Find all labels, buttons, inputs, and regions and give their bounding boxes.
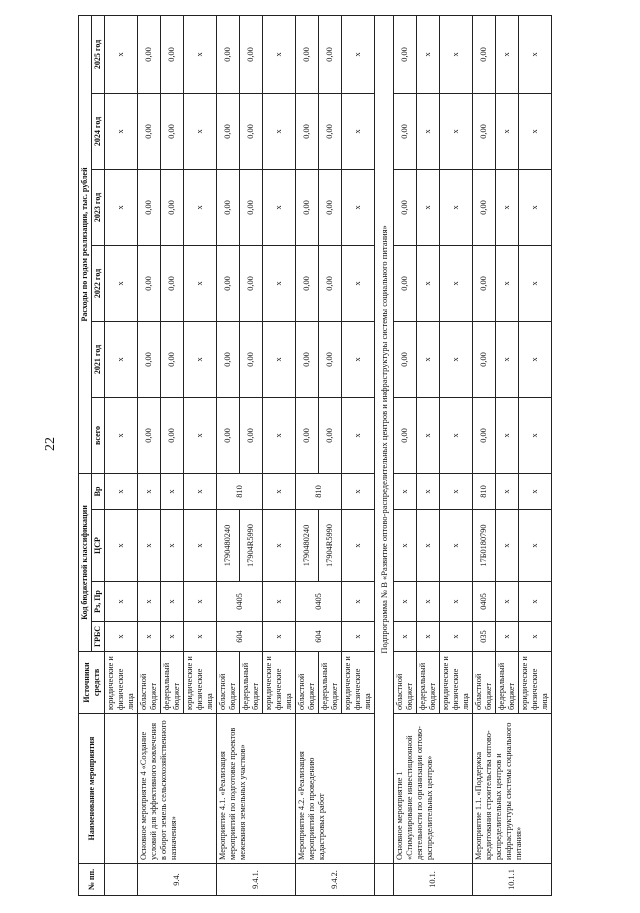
source-cell: юридические и физические лица (184, 652, 217, 714)
vr-cell: х (342, 473, 375, 509)
source-cell: юридические и физические лица (519, 652, 552, 714)
value-cell: 0,00 (161, 169, 184, 245)
col-csr: ЦСР (92, 510, 105, 582)
value-cell: х (263, 321, 296, 397)
value-cell: 0,00 (319, 93, 342, 169)
value-cell: 0,00 (138, 169, 161, 245)
value-cell: 0,00 (217, 93, 240, 169)
csr-cell: х (496, 510, 519, 582)
value-cell: х (440, 245, 473, 321)
value-cell: 0,00 (217, 245, 240, 321)
value-cell: х (184, 169, 217, 245)
grbs-cell: х (519, 622, 552, 652)
csr-cell: х (263, 510, 296, 582)
vr-cell: х (161, 473, 184, 509)
csr-cell: 17Б0180790 (473, 510, 496, 582)
col-2024: 2024 год (92, 93, 105, 169)
value-cell: 0,00 (319, 245, 342, 321)
value-cell: х (417, 169, 440, 245)
rzpr-cell: х (138, 582, 161, 622)
value-cell: х (105, 397, 138, 473)
csr-cell: х (342, 510, 375, 582)
value-cell: 0,00 (240, 169, 263, 245)
value-cell: х (496, 245, 519, 321)
value-cell: х (440, 169, 473, 245)
col-2022: 2022 год (92, 245, 105, 321)
grbs-cell: х (263, 622, 296, 652)
source-cell: юридические и физические лица (105, 652, 138, 714)
value-cell: 0,00 (138, 15, 161, 93)
grbs-cell: х (105, 622, 138, 652)
col-2023: 2023 год (92, 169, 105, 245)
event-name: Мероприятие 1.1. «Поддержка кредитования строительства оптово-распределительных центров и инфраструктуры системы социального питания» (473, 714, 552, 864)
table-row (217, 15, 240, 895)
source-cell: федеральный бюджет (240, 652, 263, 714)
grbs-cell: х (342, 622, 375, 652)
csr-cell: 17904R5990 (240, 510, 263, 582)
value-cell: 0,00 (240, 93, 263, 169)
csr-cell: 1790480240 (217, 510, 240, 582)
rzpr-cell: 0405 (296, 582, 342, 622)
rzpr-cell: 0405 (217, 582, 263, 622)
source-cell: областной бюджет (296, 652, 319, 714)
value-cell: х (105, 245, 138, 321)
value-cell: 0,00 (138, 245, 161, 321)
value-cell: 0,00 (240, 397, 263, 473)
table-row (473, 15, 496, 895)
vr-cell: 810 (473, 473, 496, 509)
value-cell: х (496, 321, 519, 397)
value-cell: 0,00 (394, 245, 417, 321)
value-cell: 0,00 (217, 321, 240, 397)
source-cell: федеральный бюджет (496, 652, 519, 714)
value-cell: х (417, 245, 440, 321)
rzpr-cell: х (496, 582, 519, 622)
value-cell: 0,00 (394, 15, 417, 93)
grbs-cell: 035 (473, 622, 496, 652)
value-cell: х (184, 245, 217, 321)
value-cell: 0,00 (217, 15, 240, 93)
value-cell: 0,00 (138, 397, 161, 473)
rzpr-cell: х (394, 582, 417, 622)
grbs-cell: х (496, 622, 519, 652)
value-cell: х (263, 15, 296, 93)
value-cell: х (440, 397, 473, 473)
budget-table (78, 15, 552, 896)
grbs-cell: х (161, 622, 184, 652)
vr-cell: х (105, 473, 138, 509)
value-cell: х (417, 15, 440, 93)
rzpr-cell: х (519, 582, 552, 622)
table-row (394, 15, 417, 895)
budget-table-rotated (78, 16, 618, 896)
value-cell: х (519, 321, 552, 397)
csr-cell: х (519, 510, 552, 582)
rzpr-cell: х (263, 582, 296, 622)
col-source: Источники средств (79, 652, 105, 714)
vr-cell: х (519, 473, 552, 509)
vr-cell: х (263, 473, 296, 509)
value-cell: 0,00 (394, 397, 417, 473)
value-cell: 0,00 (319, 169, 342, 245)
source-cell: федеральный бюджет (417, 652, 440, 714)
grbs-cell: х (138, 622, 161, 652)
value-cell: 0,00 (161, 93, 184, 169)
value-cell: х (105, 93, 138, 169)
col-expenses: Расходы по годам реализации, тыс. рублей (79, 15, 92, 473)
grbs-cell: х (394, 622, 417, 652)
table-row (105, 15, 138, 895)
col-budget-code: Код бюджетной классификации (79, 473, 92, 651)
csr-cell: х (394, 510, 417, 582)
csr-cell: 1790480240 (296, 510, 319, 582)
csr-cell: х (440, 510, 473, 582)
value-cell: х (519, 397, 552, 473)
source-cell: областной бюджет (394, 652, 417, 714)
value-cell: 0,00 (296, 245, 319, 321)
rzpr-cell: х (161, 582, 184, 622)
value-cell: 0,00 (217, 169, 240, 245)
table-header (79, 15, 105, 895)
vr-cell: х (417, 473, 440, 509)
csr-cell: х (105, 510, 138, 582)
event-name: Основное мероприятие 1 «Стимулирование инвестиционной деятельности по организации оптово-распределительных центров» (394, 714, 473, 864)
col-2021: 2021 год (92, 321, 105, 397)
source-cell: областной бюджет (473, 652, 496, 714)
value-cell: х (342, 397, 375, 473)
csr-cell: х (161, 510, 184, 582)
value-cell: 0,00 (240, 245, 263, 321)
source-cell: областной бюджет (138, 652, 161, 714)
value-cell: х (263, 169, 296, 245)
value-cell: 0,00 (473, 15, 496, 93)
table-row (296, 15, 319, 895)
value-cell: 0,00 (296, 169, 319, 245)
value-cell: х (342, 93, 375, 169)
value-cell: х (417, 93, 440, 169)
rzpr-cell: 0405 (473, 582, 496, 622)
value-cell: х (263, 93, 296, 169)
value-cell: 0,00 (473, 93, 496, 169)
value-cell: 0,00 (296, 93, 319, 169)
value-cell: 0,00 (394, 93, 417, 169)
value-cell: х (417, 397, 440, 473)
col-total: всего (92, 397, 105, 473)
csr-cell: х (417, 510, 440, 582)
row-number: 9.4. (138, 864, 217, 896)
col-rzpr: Рз, Пр (92, 582, 105, 622)
value-cell: х (184, 397, 217, 473)
value-cell: 0,00 (161, 245, 184, 321)
rzpr-cell: х (184, 582, 217, 622)
source-cell: юридические и физические лица (342, 652, 375, 714)
source-cell: федеральный бюджет (319, 652, 342, 714)
row-number: 9.4.1. (217, 864, 296, 896)
vr-cell: х (184, 473, 217, 509)
row-number: 9.4.2. (296, 864, 375, 896)
value-cell: 0,00 (138, 321, 161, 397)
vr-cell: х (138, 473, 161, 509)
value-cell: х (342, 245, 375, 321)
value-cell: х (105, 321, 138, 397)
value-cell: х (105, 15, 138, 93)
value-cell: 0,00 (296, 321, 319, 397)
value-cell: х (496, 397, 519, 473)
vr-cell: 810 (296, 473, 342, 509)
grbs-cell: 604 (217, 622, 263, 652)
rzpr-cell: х (342, 582, 375, 622)
vr-cell: 810 (217, 473, 263, 509)
source-cell: юридические и физические лица (440, 652, 473, 714)
value-cell: 0,00 (296, 397, 319, 473)
value-cell: х (342, 169, 375, 245)
value-cell: х (519, 15, 552, 93)
value-cell: 0,00 (319, 321, 342, 397)
value-cell: 0,00 (394, 169, 417, 245)
source-cell: федеральный бюджет (161, 652, 184, 714)
value-cell: х (184, 93, 217, 169)
rzpr-cell: х (417, 582, 440, 622)
vr-cell: х (440, 473, 473, 509)
value-cell: х (519, 93, 552, 169)
value-cell: 0,00 (394, 321, 417, 397)
value-cell: х (184, 321, 217, 397)
value-cell: х (496, 93, 519, 169)
subprogram-title: Подпрограмма № В «Развитие оптово-распределительных центров и инфраструктуры системы социального питания» (375, 15, 394, 863)
value-cell: х (263, 245, 296, 321)
rzpr-cell: х (440, 582, 473, 622)
value-cell: 0,00 (473, 397, 496, 473)
value-cell: 0,00 (319, 397, 342, 473)
csr-cell: х (138, 510, 161, 582)
grbs-cell: х (184, 622, 217, 652)
vr-cell: х (394, 473, 417, 509)
grbs-cell: х (417, 622, 440, 652)
value-cell: х (184, 15, 217, 93)
row-number: 10.1.1 (473, 864, 552, 896)
value-cell: 0,00 (217, 397, 240, 473)
csr-cell: 17904R5990 (319, 510, 342, 582)
csr-cell: х (184, 510, 217, 582)
value-cell: 0,00 (296, 15, 319, 93)
value-cell: х (263, 397, 296, 473)
rzpr-cell: х (105, 582, 138, 622)
grbs-cell: х (440, 622, 473, 652)
value-cell: 0,00 (161, 397, 184, 473)
col-name: Наименование мероприятия (79, 714, 105, 864)
vr-cell: х (496, 473, 519, 509)
grbs-cell: 604 (296, 622, 342, 652)
col-vr: Вр (92, 473, 105, 509)
value-cell: 0,00 (240, 15, 263, 93)
event-name: Мероприятие 4.2. «Реализация мероприятий по проведению кадастровых работ (296, 714, 375, 864)
value-cell: х (519, 169, 552, 245)
source-cell: юридические и физические лица (263, 652, 296, 714)
row-number: 10.1. (394, 864, 473, 896)
col-grbs: ГРБС (92, 622, 105, 652)
col-num: № пп. (79, 864, 105, 896)
value-cell: 0,00 (319, 15, 342, 93)
source-cell: областной бюджет (217, 652, 240, 714)
value-cell: 0,00 (473, 245, 496, 321)
col-2025: 2025 год (92, 15, 105, 93)
event-name: Мероприятие 4.1. «Реализация мероприятий по подготовке проектов межевания земельных участков» (217, 714, 296, 864)
value-cell: 0,00 (161, 15, 184, 93)
value-cell: 0,00 (240, 321, 263, 397)
value-cell: 0,00 (138, 93, 161, 169)
subprogram-row (375, 15, 394, 895)
value-cell: х (105, 169, 138, 245)
value-cell: х (440, 321, 473, 397)
value-cell: х (417, 321, 440, 397)
value-cell: 0,00 (161, 321, 184, 397)
page-number: 22 (43, 437, 58, 451)
value-cell: х (519, 245, 552, 321)
value-cell: 0,00 (473, 321, 496, 397)
value-cell: х (496, 15, 519, 93)
value-cell: 0,00 (473, 169, 496, 245)
table-row (138, 15, 161, 895)
event-name: Основное мероприятие 4 «Создание условий для эффективного вовлечения в оборот земель сельскохозяйственного назначения» (138, 714, 217, 864)
value-cell: х (342, 15, 375, 93)
value-cell: х (440, 93, 473, 169)
value-cell: х (496, 169, 519, 245)
value-cell: х (440, 15, 473, 93)
value-cell: х (342, 321, 375, 397)
